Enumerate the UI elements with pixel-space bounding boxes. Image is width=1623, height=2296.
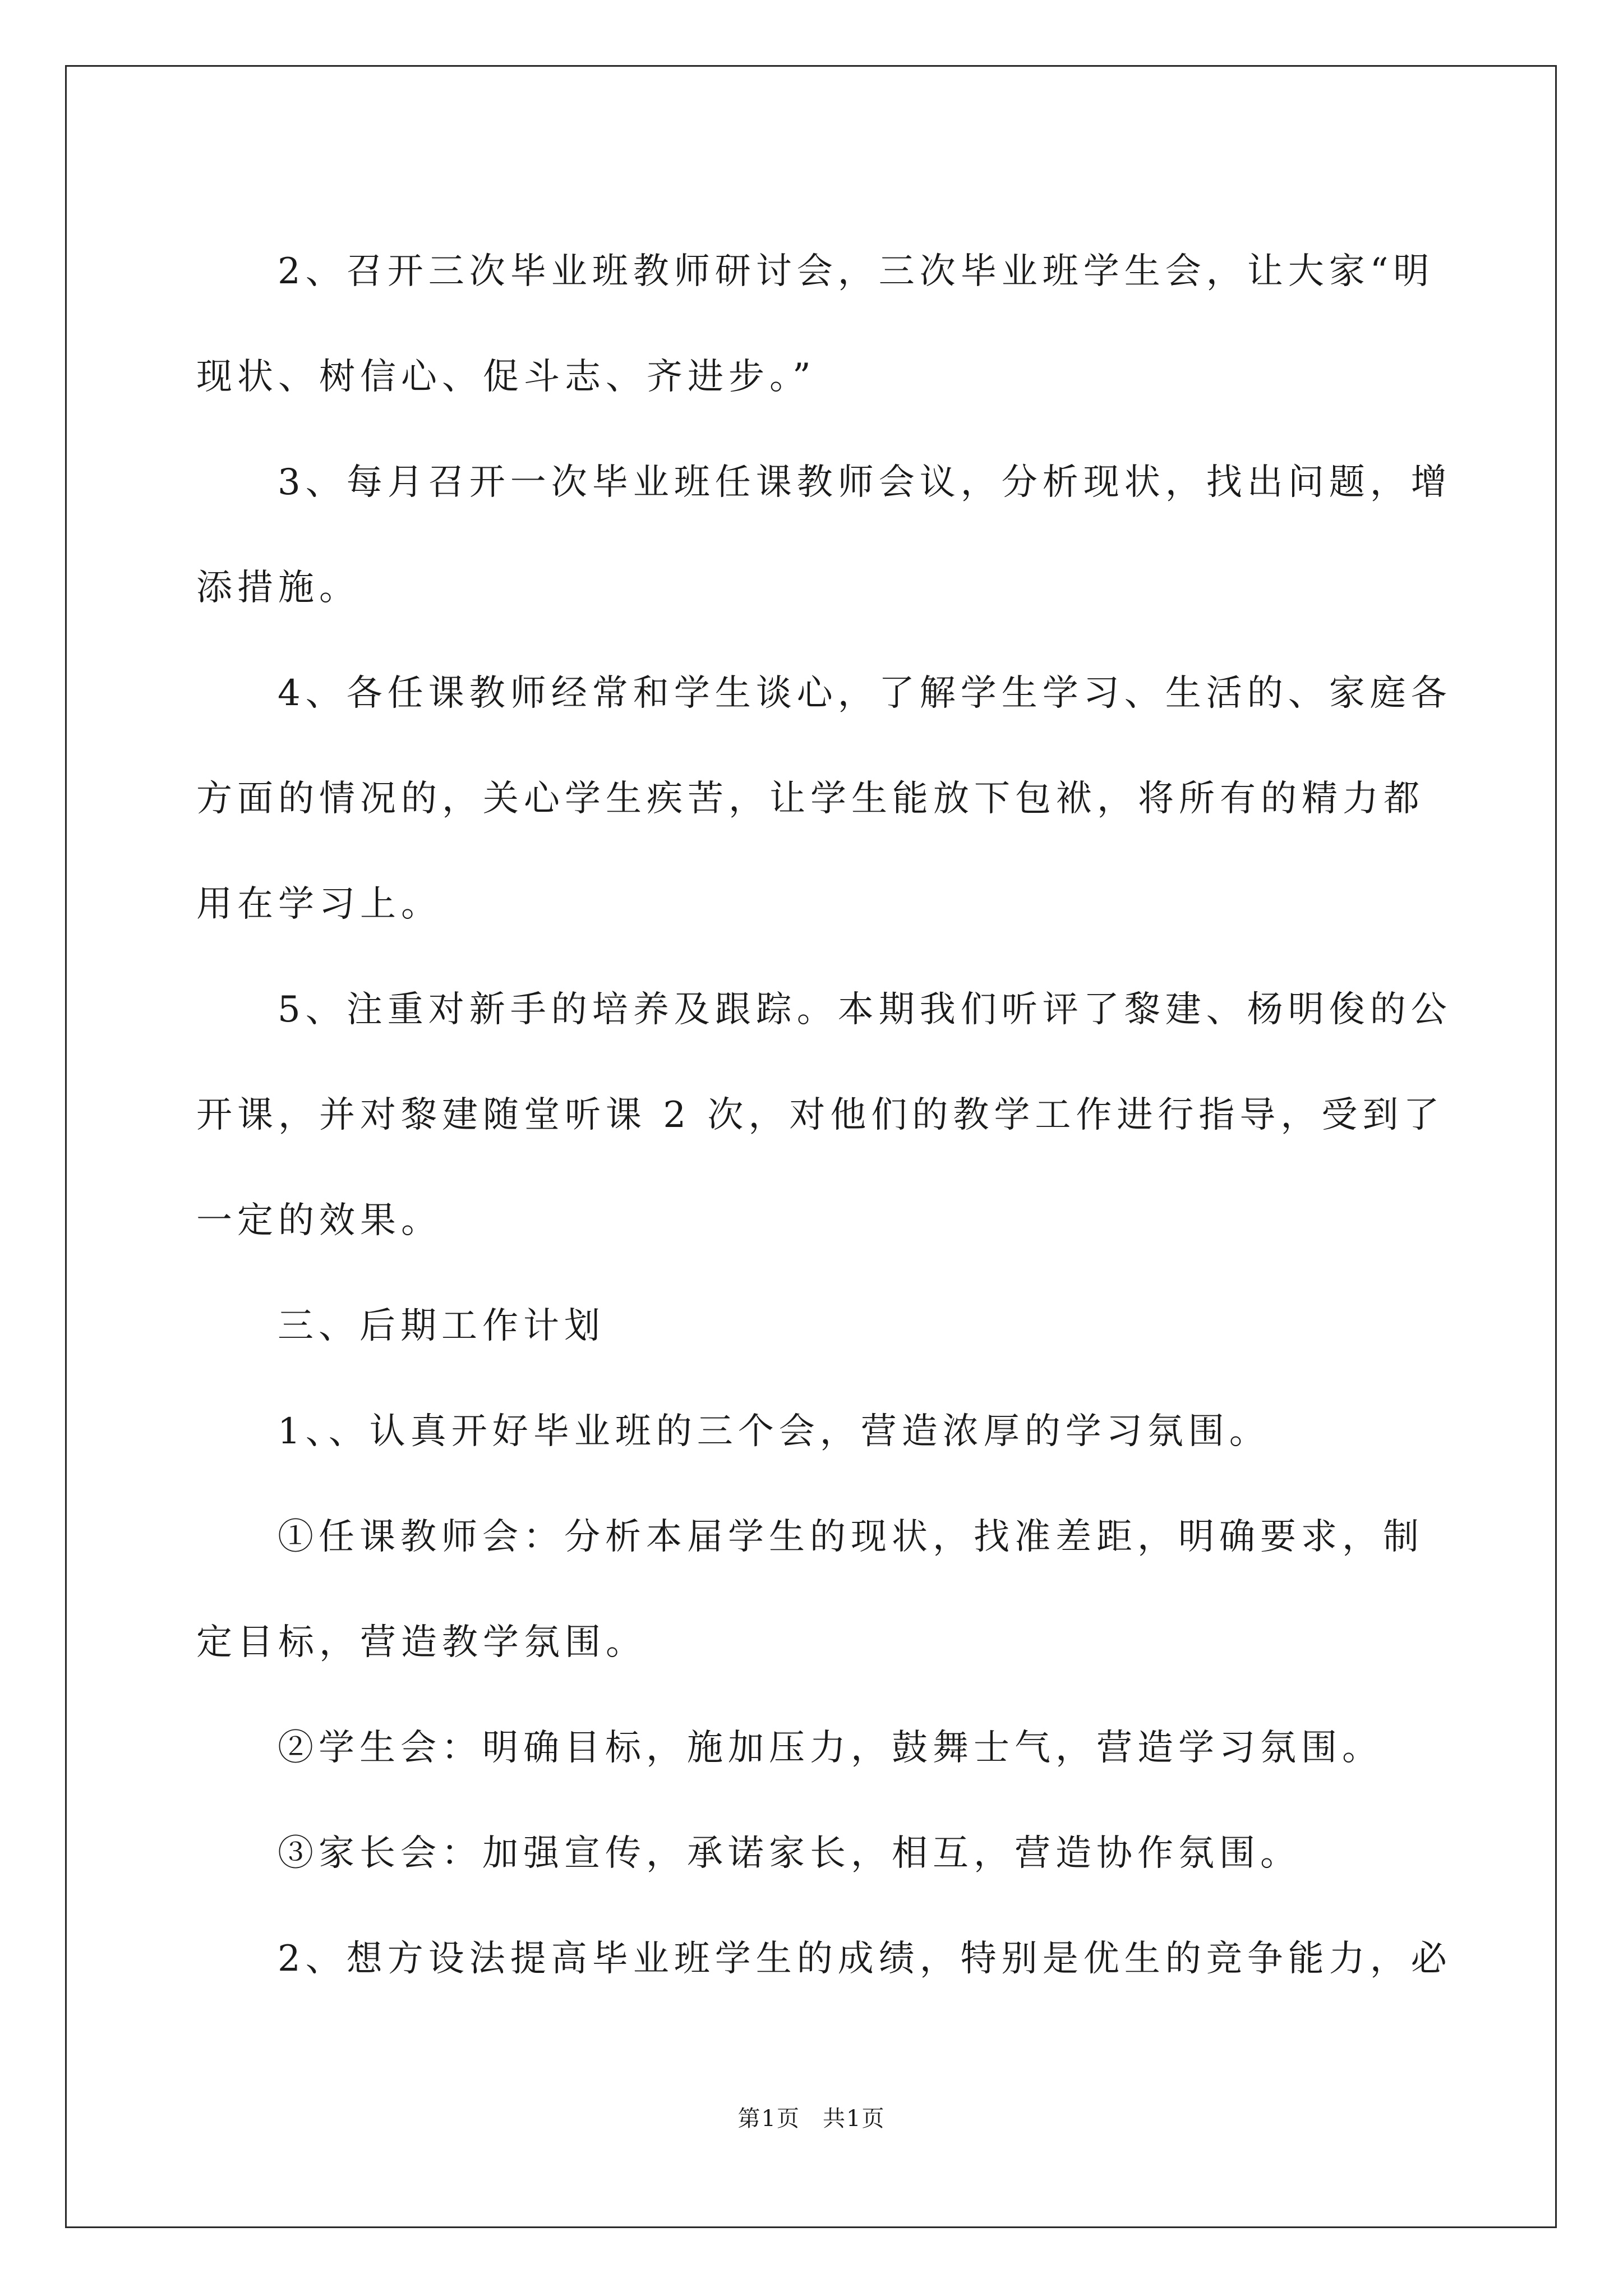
text-line [196, 535, 1430, 641]
document-body [196, 219, 1452, 2012]
page-number-current: 第1页 [737, 2106, 800, 2132]
line-text: 2、召开三次毕业班教师研讨会，三次毕业班学生会，让大家“明 [278, 251, 1435, 292]
line-text: 2、想方设法提高毕业班学生的成绩，特别是优生的竞争能力，必 [278, 1938, 1452, 1980]
text-line [196, 1168, 1430, 1273]
text-line [196, 957, 1452, 1062]
text-line [196, 1695, 1430, 1801]
heading-text: 三、后期工作计划 [278, 1305, 605, 1347]
text-line [196, 1590, 1430, 1695]
text-line [196, 641, 1452, 746]
text-line [196, 1484, 1430, 1590]
text-line [196, 219, 1435, 324]
line-text: 用在学习上。 [196, 884, 442, 925]
line-text: 开课，并对黎建随堂听课 2 次，对他们的教学工作进行指导，受到了 [196, 1094, 1445, 1136]
line-text: ①任课教师会：分析本届学生的现状，找准差距，明确要求，制 [278, 1516, 1424, 1558]
text-line [196, 852, 1430, 957]
line-text: ②学生会：明确目标，施加压力，鼓舞士气，营造学习氛围。 [278, 1727, 1383, 1769]
page-footer [0, 2101, 1623, 2133]
text-line [196, 430, 1452, 535]
line-text: 1、、认真开好毕业班的三个会，营造浓厚的学习氛围。 [278, 1411, 1270, 1452]
line-text: 现状、树信心、促斗志、齐进步。” [196, 356, 816, 398]
line-text: ③家长会：加强宣传，承诺家长，相互，营造协作氛围。 [278, 1833, 1301, 1874]
line-text: 5、注重对新手的培养及跟踪。本期我们听评了黎建、杨明俊的公 [278, 989, 1452, 1030]
text-line [196, 1801, 1430, 1906]
page-number-total: 共1页 [823, 2106, 886, 2132]
section-heading [196, 1273, 1430, 1379]
line-text: 3、每月召开一次毕业班任课教师会议，分析现状，找出问题，增 [278, 462, 1452, 503]
text-line [196, 746, 1430, 852]
text-line [196, 324, 1430, 430]
line-text: 一定的效果。 [196, 1200, 442, 1241]
text-line [196, 1062, 1445, 1168]
line-text: 方面的情况的，关心学生疾苦，让学生能放下包袱，将所有的精力都 [196, 778, 1424, 820]
text-line [196, 1906, 1452, 2012]
line-text: 定目标，营造教学氛围。 [196, 1622, 647, 1663]
line-text: 4、各任课教师经常和学生谈心，了解学生学习、生活的、家庭各 [278, 673, 1452, 714]
line-text: 添措施。 [196, 567, 360, 609]
text-line [196, 1379, 1430, 1484]
